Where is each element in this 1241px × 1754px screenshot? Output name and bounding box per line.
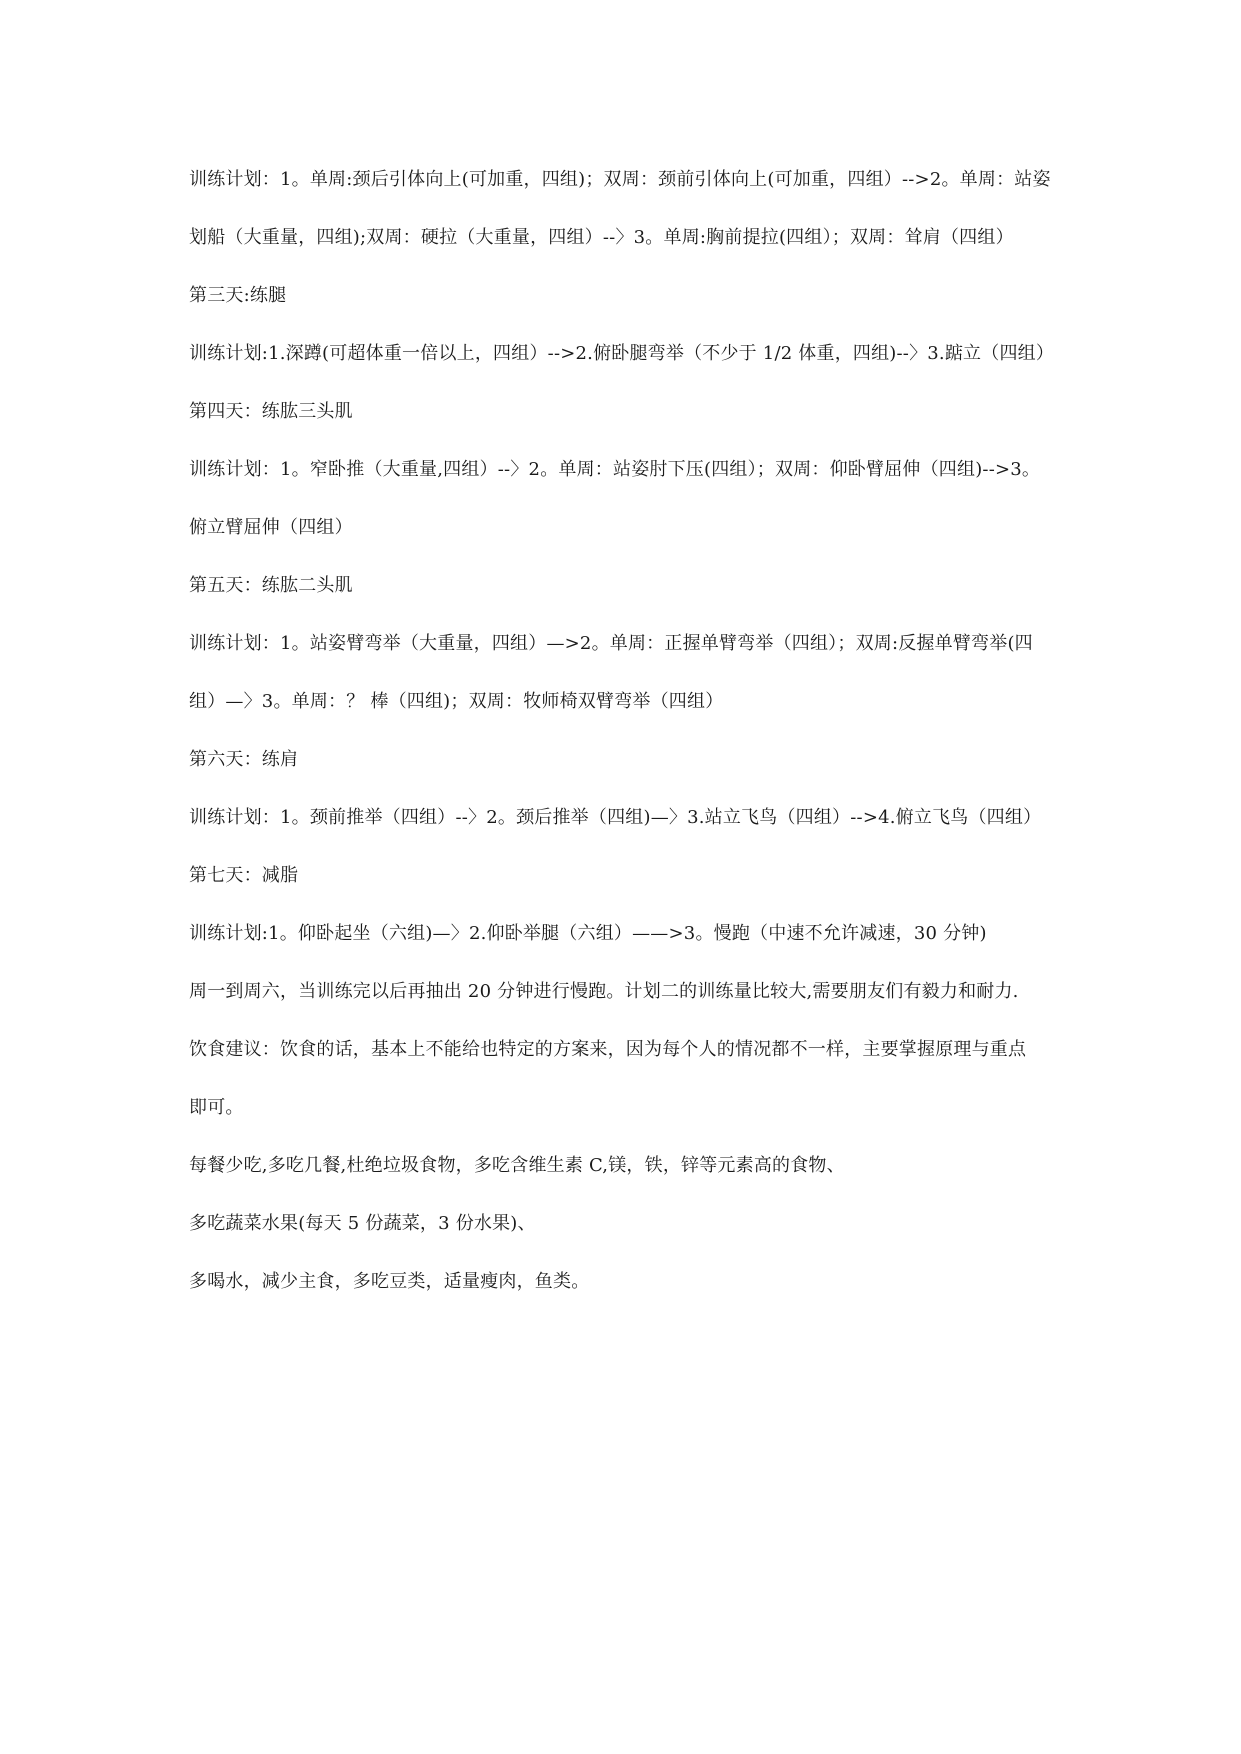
day4-plan-line-2: 俯立臂屈伸（四组）: [189, 517, 353, 538]
day6-heading: 第六天：练肩: [189, 749, 299, 770]
diet-advice-line-1: 饮食建议：饮食的话，基本上不能给也特定的方案来，因为每个人的情况都不一样，主要掌握原理与重点: [189, 1039, 1027, 1060]
day5-plan-line-2: 组）—〉3。单周：？ 棒（四组)；双周：牧师椅双臂弯举（四组）: [189, 691, 724, 712]
diet-tip-3: 多喝水，减少主食，多吃豆类，适量瘦肉，鱼类。: [189, 1271, 590, 1292]
diet-tip-1: 每餐少吃,多吃几餐,杜绝垃圾食物，多吃含维生素 C,镁，铁，锌等元素高的食物、: [189, 1155, 845, 1176]
day4-heading: 第四天：练肱三头肌: [189, 401, 353, 422]
day6-plan: 训练计划：1。颈前推举（四组）--〉2。颈后推举（四组)—〉3.站立飞鸟（四组）-->4.俯立飞鸟（四组）: [189, 807, 1042, 828]
day3-plan: 训练计划:1.深蹲(可超体重一倍以上，四组）-->2.俯卧腿弯举（不少于 1/2 体重，四组)--〉3.踮立（四组）: [189, 343, 1055, 364]
jogging-note: 周一到周六，当训练完以后再抽出 20 分钟进行慢跑。计划二的训练量比较大,需要朋友们有毅力和耐力.: [189, 981, 1019, 1002]
day5-heading: 第五天：练肱二头肌: [189, 575, 353, 596]
day4-plan-line-1: 训练计划：1。窄卧推（大重量,四组）--〉2。单周：站姿肘下压(四组）；双周：仰卧臂屈伸（四组)-->3。: [189, 459, 1041, 480]
diet-tip-2: 多吃蔬菜水果(每天 5 份蔬菜，3 份水果)、: [189, 1213, 536, 1234]
day3-heading: 第三天:练腿: [189, 285, 287, 306]
diet-advice-line-2: 即可。: [189, 1097, 244, 1118]
training-plan-line-1: 训练计划：1。单周:颈后引体向上(可加重，四组)；双周：颈前引体向上(可加重，四组）-->2。单周：站姿: [189, 169, 1051, 190]
day7-plan: 训练计划:1。仰卧起坐（六组)—〉2.仰卧举腿（六组）——>3。慢跑（中速不允许减速，30 分钟): [189, 923, 987, 944]
training-plan-line-2: 划船（大重量，四组);双周：硬拉（大重量，四组）--〉3。单周:胸前提拉(四组）；双周：耸肩（四组）: [189, 227, 1014, 248]
day7-heading: 第七天：减脂: [189, 865, 299, 886]
day5-plan-line-1: 训练计划：1。站姿臂弯举（大重量，四组）—>2。单周：正握单臂弯举（四组）；双周:反握单臂弯举(四: [189, 633, 1033, 654]
